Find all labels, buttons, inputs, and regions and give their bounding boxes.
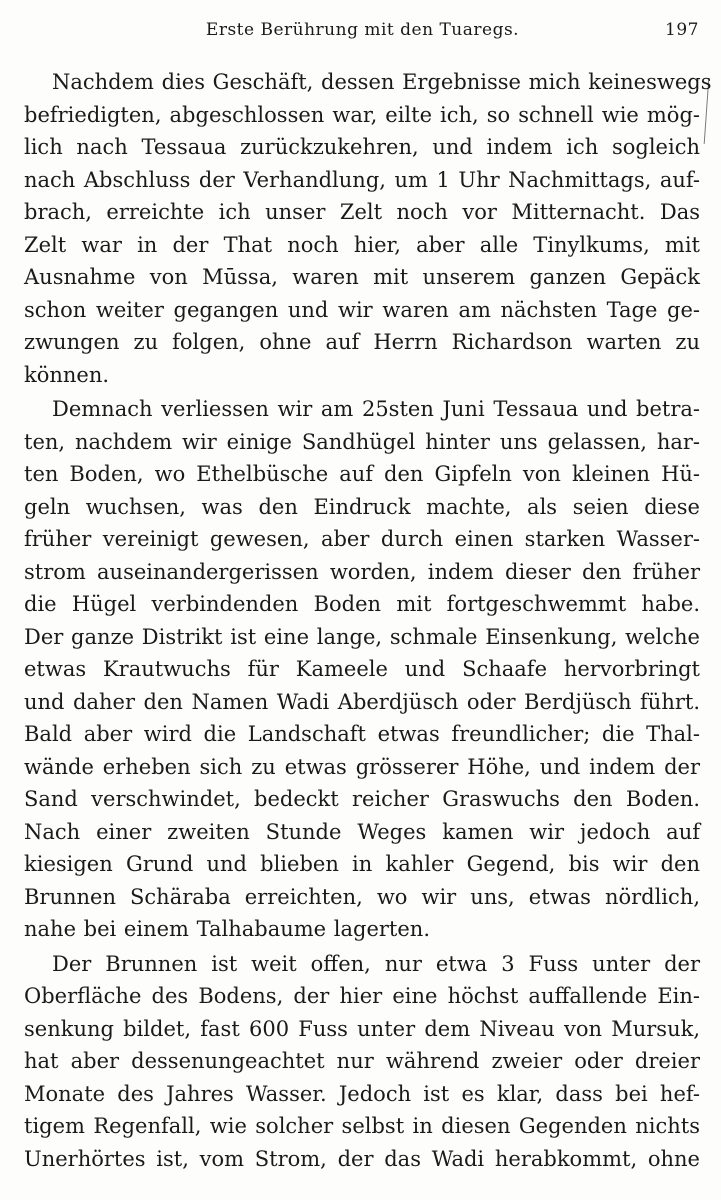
text-line: Der ganze Distrikt ist eine lange, schmale Einsenkung, welche bbox=[24, 624, 700, 649]
text-line: Brunnen Schäraba erreichten, wo wir uns, etwas nördlich, bbox=[24, 884, 700, 909]
text-line: früher vereinigt gewesen, aber durch einen starken Wasser- bbox=[24, 527, 700, 551]
text-line: Zelt war in der That noch hier, aber alle Tinylkums, mit bbox=[24, 232, 700, 257]
text-line: Nachdem dies Geschäft, dessen Ergebnisse mich keineswegs bbox=[52, 70, 712, 94]
paragraph-1 bbox=[24, 66, 712, 391]
text-line: nach Abschluss der Verhandlung, um 1 Uhr Nachmittags, auf- bbox=[24, 167, 700, 192]
text-line: wände erheben sich zu etwas grösserer Höhe, und indem der bbox=[24, 754, 700, 779]
text-line: strom auseinandergerissen worden, indem dieser den früher bbox=[24, 559, 700, 584]
paragraph-2 bbox=[24, 393, 700, 946]
text-line: ten Boden, wo Ethelbüsche auf den Gipfeln von kleinen Hü- bbox=[24, 462, 700, 486]
page-number: 197 bbox=[665, 20, 699, 40]
text-line: nahe bei einem Talhabaume lagerten. bbox=[24, 917, 430, 941]
text-line: hat aber dessenungeachtet nur während zweier oder dreier bbox=[24, 1049, 700, 1073]
text-line: befriedigten, abgeschlossen war, eilte ich, so schnell wie mög- bbox=[24, 102, 700, 127]
text-line: und daher den Namen Wadi Aberdjüsch oder Berdjüsch führt. bbox=[24, 689, 700, 714]
text-line: etwas Krautwuchs für Kameele und Schaafe hervorbringt bbox=[24, 657, 700, 681]
text-line: Demnach verliessen wir am 25sten Juni Tessaua und betra- bbox=[52, 397, 700, 421]
text-line: schon weiter gegangen und wir waren am nächsten Tage ge- bbox=[24, 297, 700, 322]
text-line: Der Brunnen ist weit offen, nur etwa 3 Fuss unter der bbox=[52, 951, 700, 976]
text-line: Ausnahme von Mūssa, waren mit unserem ganzen Gepäck bbox=[24, 265, 700, 289]
body-text bbox=[24, 66, 712, 1175]
text-line: Nach einer zweiten Stunde Weges kamen wir jedoch auf bbox=[24, 819, 700, 844]
text-line: ten, nachdem wir einige Sandhügel hinter uns gelassen, har- bbox=[24, 429, 700, 454]
text-line: geln wuchsen, was den Eindruck machte, als seien diese bbox=[24, 494, 700, 519]
text-line: Unerhörtes ist, vom Strom, der das Wadi herabkommt, ohne bbox=[24, 1146, 700, 1171]
text-line: Oberfläche des Bodens, der hier eine höchst auffallende Ein- bbox=[24, 984, 700, 1008]
text-line: Bald aber wird die Landschaft etwas freundlicher; die Thal- bbox=[24, 722, 700, 746]
text-line: die Hügel verbindenden Boden mit fortgeschwemmt habe. bbox=[24, 592, 700, 616]
text-line: kiesigen Grund und blieben in kahler Gegend, bis wir den bbox=[24, 852, 700, 876]
running-head bbox=[26, 20, 699, 46]
text-line: zwungen zu folgen, ohne auf Herrn Richardson warten zu bbox=[24, 330, 700, 354]
running-title: Erste Berührung mit den Tuaregs. bbox=[205, 20, 520, 40]
text-line: brach, erreichte ich unser Zelt noch vor Mitternacht. Das bbox=[24, 200, 700, 224]
text-line: tigem Regenfall, wie solcher selbst in diesen Gegenden nichts bbox=[24, 1114, 700, 1138]
text-line: Sand verschwindet, bedeckt reicher Graswuchs den Boden. bbox=[24, 787, 700, 811]
paragraph-3 bbox=[24, 948, 700, 1176]
text-line: Monate des Jahres Wasser. Jedoch ist es klar, dass bei hef- bbox=[24, 1081, 700, 1106]
text-line: senkung bildet, fast 600 Fuss unter dem Niveau von Mursuk, bbox=[24, 1016, 700, 1041]
text-line: lich nach Tessaua zurückzukehren, und indem ich sogleich bbox=[24, 135, 700, 159]
text-line: können. bbox=[24, 362, 110, 387]
